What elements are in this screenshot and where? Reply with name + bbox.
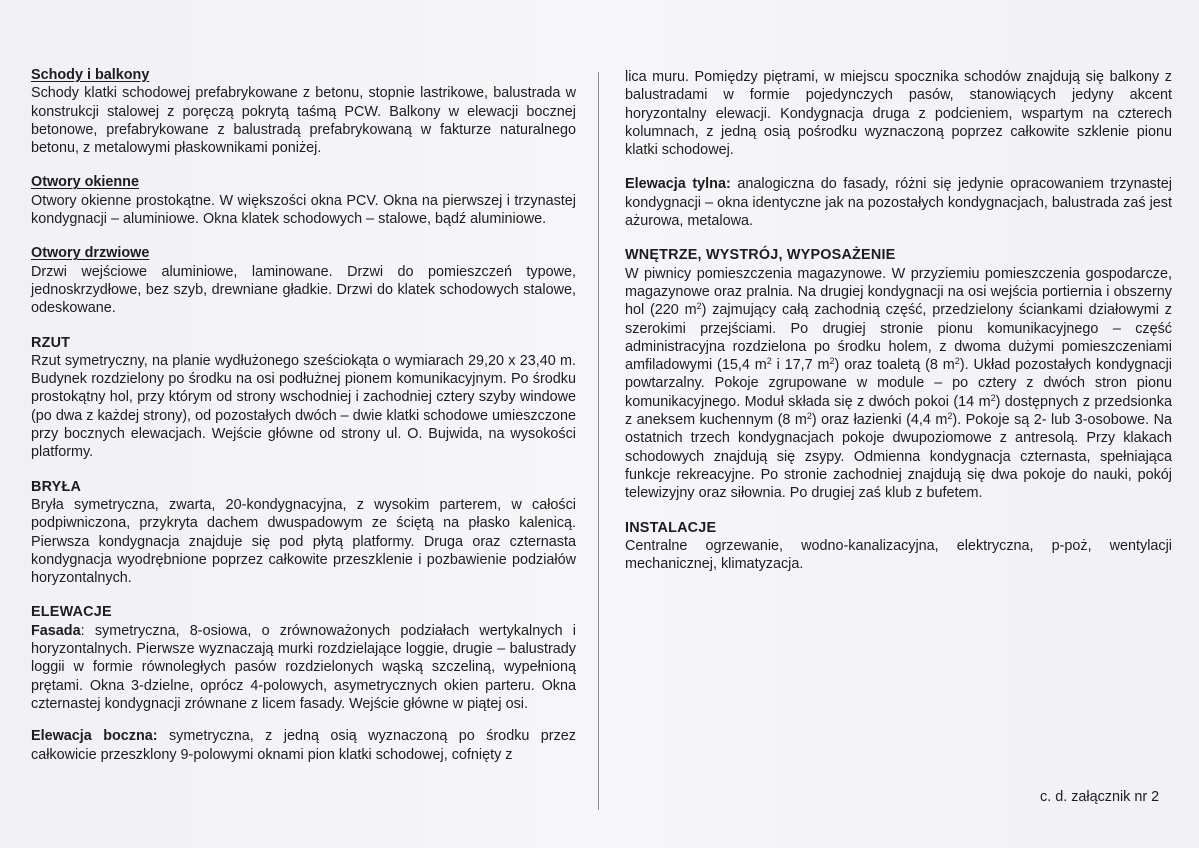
section-text: Bryła symetryczna, zwarta, 20-kondygnacyjna, z wysokim parterem, w całości podpiwniczona, przykryta dachem dwuspadowym ze ściętą na płasko kalenicą. Pierwsza kondygnacja znajduje się pod płytą platformy. Druga oraz czternasta kondygnacja wyodrębnione poprzez całkowite przeszklenie i pozbawienie podziałów horyzontalnych. — [31, 496, 576, 587]
boczna-paragraph — [31, 727, 576, 764]
section-otwory-okienne — [31, 173, 576, 228]
text-run: ) zajmujący całą zachodnią część, przedzielony ściankami działowymi z szerokimi przejściami. Po drugiej stronie pionu komunikacyjnego – część administracyjna rozdzielona po środku holem, z dwoma dużymi pomieszczeniami amfiladowymi (15,4 m — [625, 302, 1172, 374]
section-heading: BRYŁA — [31, 478, 82, 495]
section-continuation — [625, 68, 1172, 159]
superscript: 2 — [696, 301, 702, 312]
column-divider — [598, 72, 599, 810]
section-heading: ELEWACJE — [31, 604, 112, 621]
section-heading: Otwory okienne — [31, 174, 139, 191]
section-heading: INSTALACJE — [625, 519, 717, 536]
fasada-paragraph — [31, 622, 576, 713]
section-otwory-drzwiowe — [31, 244, 576, 317]
section-text — [625, 265, 1172, 503]
tylna-paragraph — [625, 175, 1172, 230]
text-run: ) oraz toaletą (8 m — [834, 357, 955, 374]
section-bryla — [31, 478, 576, 588]
section-heading: Schody i balkony — [31, 67, 150, 83]
section-elewacja-boczna — [31, 727, 576, 764]
section-text: Drzwi wejściowe aluminiowe, laminowane. Drzwi do pomieszczeń typowe, jednoskrzydłowe, bez szyb, drewniane gładkie. Drzwi do klatek schodowych stalowe, odeskowane. — [31, 263, 576, 317]
superscript: 2 — [829, 356, 835, 367]
section-elewacje — [31, 603, 576, 713]
left-column — [31, 66, 576, 780]
superscript: 2 — [990, 392, 996, 403]
text-run: i 17,7 m — [771, 357, 830, 374]
footer-note: c. d. załącznik nr 2 — [1040, 789, 1160, 805]
section-rzut — [31, 334, 576, 462]
section-text: Centralne ogrzewanie, wodno-kanalizacyjna, elektryczna, p-poż, wentylacji mechanicznej, klimatyzacja. — [625, 537, 1172, 573]
superscript: 2 — [947, 411, 953, 422]
superscript: 2 — [954, 356, 960, 367]
superscript: 2 — [766, 356, 772, 367]
superscript: 2 — [806, 411, 812, 422]
section-heading: RZUT — [31, 334, 71, 351]
text-run: ) oraz łazienki (4,4 m — [811, 412, 948, 429]
boczna-text: symetryczna, z jedną osią wyznaczoną po środku przez całkowicie przeszklony 9-polowymi oknami pion klatki schodowej, cofnięty z — [31, 728, 576, 763]
right-column — [625, 68, 1172, 589]
boczna-lead: Elewacja boczna: — [31, 728, 158, 745]
section-text: lica muru. Pomiędzy piętrami, w miejscu spocznika schodów znajdują się balkony z balustradami w formie pojedynczych pasów, stanowiących jedyny akcent horyzontalny elewacji. Kondygnacja druga z podcieniem, wspartym na czterech kolumnach, z jedną osią pośrodku wyznaczoną poprzez całkowite szklenie pionu klatki schodowej. — [625, 69, 1172, 159]
text-run: ). Układ pozostałych kondygnacji powtarzalny. Pokoje zgrupowane w module – po cztery z dwóch stron pionu komunikacyjnego. Moduł składa się z dwóch pokoi (14 m — [625, 357, 1172, 410]
section-text: Rzut symetryczny, na planie wydłużonego sześciokąta o wymiarach 29,20 x 23,40 m. Budynek rozdzielony po środku na osi podłużnej pionem komunikacyjnym. Po środku prostokątny hol, przy którym od strony wschodniej i zachodniej cztery szyby windowe (po dwa z każdej strony), od pozostałych dwóch – dwie klatki schodowe umieszczone przy bocznych elewacjach. Wejście główne od strony ul. O. Bujwida, na wysokości platformy. — [31, 352, 576, 461]
section-elewacja-tylna — [625, 175, 1172, 230]
section-heading: WNĘTRZE, WYSTRÓJ, WYPOSAŻENIE — [625, 247, 896, 264]
text-run: ) dostępnych z przedsionka z aneksem kuchennym (8 m — [625, 393, 1172, 429]
tylna-lead: Elewacja tylna: — [625, 176, 731, 193]
fasada-text: : symetryczna, 8-osiowa, o zrównoważonych podziałach wertykalnych i horyzontalnych. Pierwsze wyznaczają murki rozdzielające loggie, drugie – balustrady loggii w formie równoległych pasów rozdzielonych wąską szczeliną, wypełnioną prętami. Okna 3-dzielne, oprócz 4-polowych, asymetrycznych okien parteru. Okna czternastej kondygnacji zrównane z licem fasady. Wejście główne w piątej osi. — [31, 622, 576, 712]
text-run: W piwnicy pomieszczenia magazynowe. W przyziemiu pomieszczenia gospodarcze, magazynowe oraz pralnia. Na drugiej kondygnacji na osi wejścia portiernia i obszerny hol (220 m — [625, 265, 1172, 319]
section-schody — [31, 66, 576, 157]
section-text: Schody klatki schodowej prefabrykowane z betonu, stopnie lastrikowe, balustrada w konstrukcji stalowej z poręczą pokrytą taśmą PCW. Balkony w elewacji bocznej betonowe, prefabrykowane z balustradą prefabrykowaną w fakturze naturalnego betonu, z metalowymi płaskownikami poniżej. — [31, 85, 576, 157]
fasada-lead: Fasada — [31, 622, 81, 639]
tylna-text: analogiczna do fasady, różni się jedynie opracowaniem trzynastej kondygnacji – okna identyczne jak na pozostałych kondygnacjach, balustrada zaś jest ażurowa, metalowa. — [625, 176, 1172, 230]
section-heading: Otwory drzwiowe — [31, 245, 150, 262]
text-run: ). Pokoje są 2- lub 3-osobowe. Na ostatnich trzech kondygnacjach pokoje dwupoziomowe z antresolą. Przy klakach schodowych znajdują się zsypy. Odmienna kondygnacja czternasta, spełniająca funkcje rekreacyjne. Po stronie zachodniej znajdują się dwa pokoje do nauki, pokój telewizyjny oraz siłownia. Po drugiej zaś klub z bufetem. — [625, 412, 1172, 502]
section-instalacje — [625, 519, 1172, 574]
section-text: Otwory okienne prostokątne. W większości okna PCV. Okna na pierwszej i trzynastej kondygnacji – aluminiowe. Okna klatek schodowych – stalowe, bądź aluminiowe. — [31, 192, 576, 228]
section-wnetrze — [625, 246, 1172, 502]
